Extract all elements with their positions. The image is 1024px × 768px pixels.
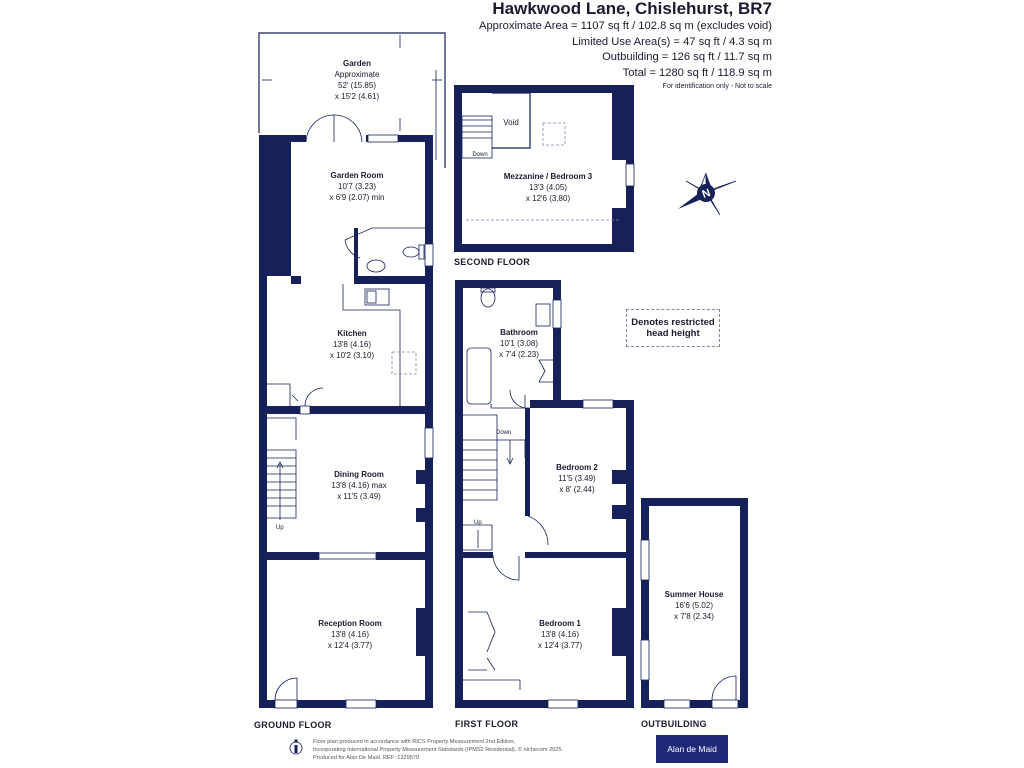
landing-cupboard	[463, 525, 492, 550]
area-line-4: Total = 1280 sq ft / 118.9 sq m	[622, 66, 772, 79]
footer-line-3: Produced for Alan De Maid. REF: 1329570	[313, 755, 420, 762]
compass-letter: N	[700, 186, 713, 201]
bedroom1-door	[493, 555, 519, 580]
mezz-left-wall	[454, 85, 462, 252]
mezz-chimney	[612, 208, 626, 248]
summer-top-wall	[641, 498, 748, 506]
summer-window-left-2	[641, 640, 649, 680]
garden-name: Garden	[342, 59, 372, 68]
bathroom-basin	[536, 304, 550, 326]
bedroom1-line1: 13'8 (4.16)	[541, 630, 579, 639]
ground-floor	[254, 33, 445, 730]
footer-line-2: Incorporating International Property Measurement Standards (IPMS2 Residential). © nichecom 2025.	[313, 747, 564, 754]
first-floor	[455, 280, 634, 729]
ground-left-wall	[259, 276, 267, 707]
kitchen-door	[305, 388, 323, 406]
area-line-3: Outbuilding = 126 sq ft / 11.7 sq m	[602, 51, 772, 63]
reception-chimney	[416, 608, 425, 656]
void-label: Void	[503, 118, 519, 127]
dining-reception-opening	[319, 553, 376, 559]
scale-note: For identification only - Not to scale	[662, 83, 772, 90]
restricted-height-legend	[626, 309, 720, 347]
first-stairs-down-label: Down	[496, 430, 512, 436]
second-floor-label: SECOND FLOOR	[454, 257, 531, 267]
bedroom2-line2: x 8' (2.44)	[559, 485, 595, 494]
mezz-bottom-wall	[454, 244, 634, 252]
mezz-down-label: Down	[472, 152, 488, 158]
kitchen-counter-left	[267, 384, 290, 406]
summer-house-line1: 16'6 (5.02)	[675, 601, 713, 610]
garden-line1: Approximate	[334, 70, 380, 79]
header	[479, 0, 772, 90]
garden-room-thick-wall	[259, 135, 291, 276]
summer-window-bottom	[664, 700, 690, 708]
kitchen-top-wall	[291, 276, 301, 284]
dining-reception-wall-left	[259, 552, 319, 560]
bedroom2-window	[583, 400, 613, 408]
kitchen-dining-wall	[259, 406, 433, 414]
dining-chimney-top	[416, 470, 425, 484]
mezz-line2: x 12'6 (3.80)	[525, 194, 571, 203]
reception-name: Reception Room	[318, 619, 382, 628]
bedroom2-top-wall	[530, 400, 634, 408]
second-floor	[454, 85, 634, 267]
summer-door	[712, 676, 736, 700]
bathroom-cupboard	[539, 360, 553, 382]
bathroom-window	[553, 300, 561, 328]
summer-window-left-1	[641, 540, 649, 580]
bathroom-right-wall	[553, 280, 561, 408]
front-door	[275, 678, 297, 700]
wc-basin	[367, 260, 385, 272]
legend-line-1: Denotes restricted	[631, 317, 715, 328]
footer-line-1: Floor plan produced in accordance with RICS Property Measurement 2nd Edition,	[313, 739, 516, 745]
garden-line2: 52' (15.85)	[338, 81, 376, 90]
bedroom2-left-wall	[525, 408, 530, 516]
first-floor-label: FIRST FLOOR	[455, 719, 519, 729]
bedroom1-chimney	[612, 608, 626, 656]
mezz-restricted-box	[543, 123, 565, 145]
wardrobe-doors	[468, 612, 495, 670]
garden-room-top-wall-left	[291, 135, 306, 142]
bathtub	[467, 348, 491, 404]
summer-house-line2: x 7'8 (2.34)	[674, 612, 714, 621]
kitchen-cupboard	[292, 395, 298, 401]
kitchen-line1: 13'8 (4.16)	[333, 340, 371, 349]
footer-disclaimer	[313, 738, 563, 763]
bedroom2-door	[528, 516, 548, 545]
summer-house-name: Summer House	[664, 590, 724, 599]
french-door-right	[334, 115, 362, 142]
dining-line2: x 11'5 (3.49)	[337, 492, 381, 501]
footer-info-icon	[290, 739, 302, 754]
bathroom-top-wall	[455, 280, 561, 288]
reception-line1: 13'8 (4.16)	[331, 630, 369, 639]
garden-room-line1: 10'7 (3.23)	[338, 182, 376, 191]
bathroom-door	[510, 390, 525, 408]
ground-stairs-cupboard	[267, 418, 296, 440]
kitchen-restricted-area	[392, 352, 416, 374]
outbuilding	[641, 498, 748, 729]
bedroom1-line2: x 12'4 (3.77)	[537, 641, 583, 650]
landing-rail	[497, 440, 525, 458]
bathroom-name: Bathroom	[500, 328, 538, 337]
outbuilding-label: OUTBUILDING	[641, 719, 707, 729]
dining-chimney-bottom	[416, 508, 425, 522]
kitchen-sink-bowl	[367, 291, 376, 303]
mezz-window	[626, 164, 634, 186]
first-stairs-outline	[463, 415, 497, 500]
mezz-line1: 13'3 (4.05)	[529, 183, 567, 192]
garden-room-name: Garden Room	[330, 171, 384, 180]
bedroom2-line1: 11'5 (3.49)	[558, 474, 596, 483]
summer-right-wall	[740, 498, 748, 708]
ground-stairs-up-label: Up	[276, 525, 284, 531]
first-stairs-treads	[463, 440, 497, 490]
dining-name: Dining Room	[334, 470, 384, 479]
dining-window	[425, 428, 433, 458]
ground-stairs-outline	[267, 450, 296, 518]
bathroom-bottom	[491, 404, 530, 408]
mezz-right-upper	[612, 85, 634, 160]
first-stairs-up-label: Up	[474, 520, 482, 526]
legend-line-2: head height	[646, 328, 700, 339]
bedroom1-top-wall-left	[463, 552, 493, 558]
mezz-name: Mezzanine / Bedroom 3	[503, 172, 593, 181]
bedroom1-window	[548, 700, 578, 708]
bedroom1-name: Bedroom 1	[539, 619, 581, 628]
compass-rose	[678, 173, 736, 215]
front-door-gap	[275, 700, 297, 708]
garden-line3: x 15'2 (4.61)	[334, 92, 380, 101]
wc-toilet	[403, 247, 419, 257]
wc-window	[425, 244, 433, 266]
bedroom2-chimney-top	[612, 470, 626, 484]
bedroom2-name: Bedroom 2	[556, 463, 598, 472]
garden-room-line2: x 6'9 (2.07) min	[329, 193, 385, 202]
reception-line2: x 12'4 (3.77)	[327, 641, 373, 650]
ground-right-wall	[425, 135, 433, 707]
reception-window	[346, 700, 376, 708]
garden-room-window	[368, 135, 398, 142]
area-line-1: Approximate Area = 1107 sq ft / 102.8 sq m (excludes void)	[479, 20, 772, 32]
mezz-stair-treads	[462, 120, 492, 138]
wc-bottom-wall	[354, 276, 425, 284]
summer-door-gap	[712, 700, 738, 708]
french-door-left	[306, 115, 334, 142]
first-bottom-wall	[455, 700, 634, 708]
dining-line1: 13'8 (4.16) max	[331, 481, 387, 490]
kitchen-name: Kitchen	[337, 329, 367, 338]
bathroom-line1: 10'1 (3.08)	[500, 339, 538, 348]
brand-logo: Alan de Maid	[656, 735, 728, 763]
first-left-wall	[455, 280, 463, 708]
kitchen-line2: x 10'2 (3.10)	[329, 351, 375, 360]
bedroom2-bottom-wall	[525, 552, 634, 558]
page-title: Hawkwood Lane, Chislehurst, BR7	[492, 0, 772, 18]
ground-floor-label: GROUND FLOOR	[254, 720, 332, 730]
dining-reception-wall-right	[376, 552, 433, 560]
bedroom2-chimney-bottom	[612, 505, 626, 519]
wc-cistern	[419, 245, 424, 259]
area-line-2: Limited Use Area(s) = 47 sq ft / 4.3 sq m	[572, 35, 772, 48]
bathroom-line2: x 7'4 (2.23)	[499, 350, 539, 359]
kitchen-door-gap	[300, 406, 310, 414]
